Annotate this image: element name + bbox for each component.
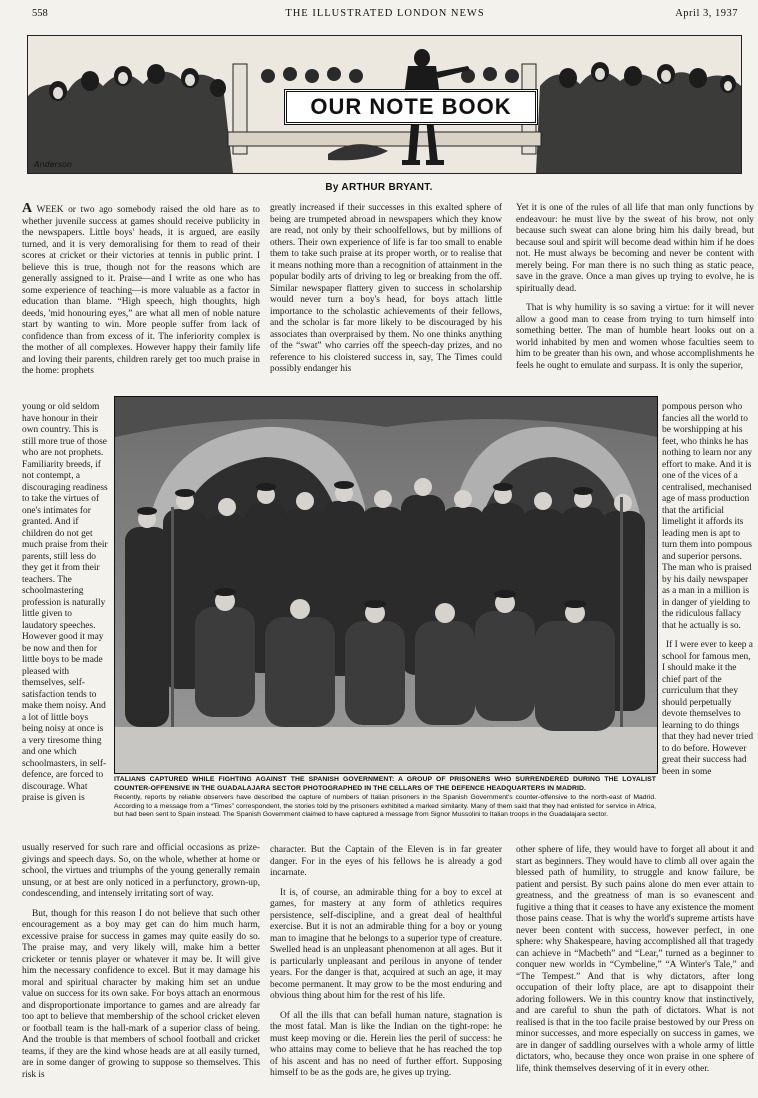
artist-signature: Anderson — [34, 160, 72, 169]
column-3-top-paragraph-1: Yet it is one of the rules of all life that man only functions by endeavour: he must live by the sweat of his brow, not only because such sweat can alone bring him his daily bread, but because soul and spirit will become dead within him if he does not. He must always be becoming and never be content with merely being. For man there is no such thing as static peace, save in the grave. Once a man gives up trying to evolve, he is spiritually dead. — [516, 203, 754, 294]
column-3-top — [516, 203, 754, 393]
column-3-narrow-paragraph-2: If I were ever to keep a school for famous men, I should make it the chief part of the curriculum that they should perpetually devote themselves to learning to do things that they had never tried to do before. However great their success had been in some — [662, 640, 754, 777]
drop-cap: A — [22, 203, 33, 216]
column-3-narrow — [662, 402, 754, 847]
column-2-top — [270, 203, 502, 393]
column-2-top-paragraph: greatly increased if their successes in this exalted sphere of being are trumpeted abroad in newspapers which they know are read, not only by their schoolfellows, but by millions of others. Their own experience of life is far too small to enable them to take such praise at its proper worth, or to realise that it means nothing more than a recognition of attainment in the popular bodily arts of driving to leg or breaking from the off. Similar newspaper flattery given to success in scholarship would never turn a boy's head, for boys attach little importance to the scholastic achievements of their fellows, and the scholar is far more likely to be discouraged by his associates than overpraised by them. No one thinks anything of the “swat” who carries off the speech-day prizes, and no reference to his cloistered success in, say, The Times could possibly endanger his — [270, 203, 502, 374]
byline: By ARTHUR BRYANT. — [325, 182, 433, 193]
page-number: 558 — [32, 8, 48, 19]
running-header — [32, 8, 738, 22]
column-3-lower-paragraph: other sphere of life, they would have to forget all about it and start as beginners. They would have to climb all over again the blessed path of humility, to struggle and know failure, be patient and persist. By such pains alone do men ever attain to greatness, and the greatness of man is so evanescent and fugitive a thing that it ceases to have any existence the moment those pains cease. That is why the world's supreme artists have never been content with success, however perfect, in one sphere: why Shakespeare, having accomplished all that tragedy can achieve in “Macbeth” and “Lear,” turned as a beginner to conquer new worlds in “Cymbeline,” “A Winter's Tale,” and “The Tempest.” And that is why dictators, after long occupation of their lofty place, are apt to disappoint their adoring followers. We in this country know that instinctively, and are careful to shun the path of dictators. What is not realised is that in the too facile praise bestowed by our Press on minor successes, and more especially on success in games, we are in danger of saddling ourselves with a whole army of little dictators, who, because they once won praise in one sphere of life, think themselves deserving of it in every other. — [516, 845, 754, 1074]
prisoners-photo-image — [115, 397, 657, 773]
prisoners-photograph — [114, 396, 658, 774]
column-2-lower-paragraph-1: character. But the Captain of the Eleven is in far greater danger. For in the eyes of his fellows he is already a god incarnate. — [270, 845, 502, 878]
column-3-lower — [516, 845, 754, 1095]
column-1-lower-paragraph-1: usually reserved for such rare and official occasions as prize-givings and speech days. So, on the whole, whether at home or school, the virtues and triumphs of the young generally remain unsung, or at best are only noticed in a perfunctory, grown-up, condescending, and intensely irritating sort of way. — [22, 843, 260, 899]
caption-body: Recently, reports by reliable observers have described the capture of numbers of Italian prisoners in the Spanish Government's counter-offensive to the north-east of Madrid. According to a message from a “Times” correspondent, the stories told by the prisoners exhibited a marked similarity. Many of them said that they had enlisted for service in Africa, but had been sent to Spain instead. The Spanish Government claimed to have captured a message from Signor Mussolini to Italian troops in the Guadalajara sector. — [114, 794, 656, 819]
column-1-lower-paragraph-2: But, though for this reason I do not believe that such other encouragement as a boy may get can do him much harm, excessive praise for success in games may quite easily do so. The praise may, and very likely will, make him a better cricketer or tennis player or whatever it may be. It will give him the necessary confidence to excel. But it may damage his moral and spiritual character by making him set an undue value on success for its own sake. For boys attach an enormous and disproportionate importance to games and are already far too apt to believe that membership of the school cricket eleven or football team is the hall-mark of a superior class of being. And the trouble is that members of school football and cricket teams, if they are the kind whose heads are at all easily turned, are in some danger of growing to suppose so themselves. This risk is — [22, 908, 260, 1080]
column-2-lower-paragraph-3: Of all the ills that can befall human nature, stagnation is the most fatal. Man is like the Indian on the tight-rope: he must keep moving or die. Herein lies the peril of success: he who attains may come to believe that he has reached the top of his ascent and has no need of further effort. Supposing himself to be as the gods are, he gives up trying. — [270, 1010, 502, 1078]
column-3-narrow-paragraph-1: pompous person who fancies all the world to be worshipping at his feet, who thinks he has nothing to learn nor any effort to make. And it is one of the vices of a centralised, mechanised age of mass production that the artificial limelight it affords its leading men is apt to turn them into pompous and superior persons. The man who is praised by his daily newspaper as a man in a million is in danger of yielding to the ridiculous fallacy that he actually is so. — [662, 402, 753, 631]
issue-date: April 3, 1937 — [675, 8, 738, 19]
column-1-lower — [22, 843, 260, 1093]
note-book-banner — [27, 35, 742, 174]
photo-caption — [114, 776, 656, 820]
column-2-lower — [270, 845, 502, 1095]
column-2-lower-paragraph-2: It is, of course, an admirable thing for a boy to excel at games, for mastery at any form of athletics requires persistence, self-discipline, and a great deal of healthful exercise. But it is not an admirable thing for a boy or young man to imagine that he belongs to a superior type of creature. Swelled head is an unpleasant phenomenon at all ages. But it is particularly unpleasant and perilous in anyone of tender years. For the danger is that, acquired at such an age, it may become permanent. It may grow to be the most enduring and obvious thing about him for the rest of his life. — [270, 887, 502, 1001]
publication-title: THE ILLUSTRATED LONDON NEWS — [285, 8, 485, 19]
column-1-narrow — [22, 402, 108, 842]
column-1-paragraph: WEEK or two ago somebody raised the old hare as to whether juvenile success at games should receive publicity in the newspapers. Little boys' heads, it is argued, are easily turned, and it is very demoralising for them to read of their scores at cricket or their victories at tennis in public print. I believe this is true, though not for the reasons which are generally assigned to it. Praise—and I write as one who has some experience of teaching—is more valuable as a factor in education than blame. “High speech, high thoughts, high deeds, 'mid honouring eyes,” are what all men of noble nature start by wanting to win. More people suffer from lack of confidence than from excess of it. The inferiority complex is the mother of all complexes. However happy their family life and loving their parents, children rarely get too much praise in the home: prophets — [22, 205, 260, 376]
note-book-title: OUR NOTE BOOK — [284, 89, 538, 125]
column-3-top-paragraph-2: That is why humility is so saving a virtue: for it will never allow a good man to cease from trying to turn himself into something better. The man of humble heart looks out on a world inhabited by men and women whose faculties seem to him to be greater than his own, and whose accomplishments he feels he ought to emulate and surpass. It is only the superior, — [516, 303, 754, 371]
caption-headline: ITALIANS CAPTURED WHILE FIGHTING AGAINST THE SPANISH GOVERNMENT: A GROUP OF PRISONERS WHO SURRENDERED DURING THE LOYALIST COUNTER-OFFENSIVE IN THE GUADALAJARA SECTOR PHOTOGRAPHED IN THE CELLARS OF THE DEFENCE HEADQUARTERS IN MADRID. — [114, 776, 656, 792]
column-1-narrow-paragraph: young or old seldom have honour in their own country. This is still more true of those who are not prophets. Familiarity breeds, if not contempt, a discouraging readiness to take the virtues of one's intimates for granted. And if children do not get much praise from their parents, still less do they get it from their teachers. The schoolmastering profession is naturally little given to laudatory speeches. However good it may be now and then for little boys to be made pleased with themselves, self-satisfaction tends to make them noisy. And a lot of little boys being noisy at once is a very tiresome thing and one which schoolmasters, in self-defence, are forced to discourage. What praise is given is — [22, 402, 108, 803]
column-1-top — [22, 203, 260, 399]
